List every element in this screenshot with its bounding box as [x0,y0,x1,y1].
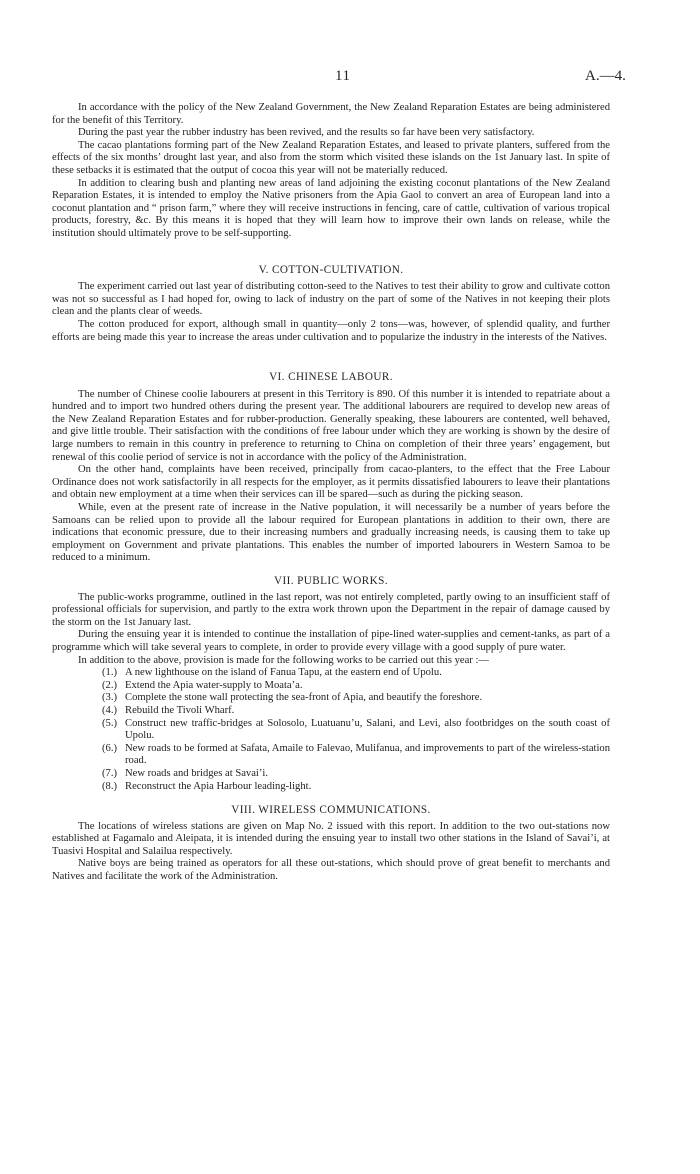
list-item-number: (4.) [102,704,118,716]
intro-section [52,102,610,241]
cotton-section [52,281,610,344]
document-reference: A.—4. [585,68,626,84]
list-item [52,680,610,693]
section-heading-cotton: V. COTTON-CULTIVATION. [258,263,404,276]
document-body [52,102,610,884]
section-heading-public-works: VII. PUBLIC WORKS. [274,575,388,587]
paragraph: In accordance with the policy of the New Zealand Government, the New Zealand Reparation Estates are being administered for the benefit of this Territory. [52,102,610,126]
list-item-number: (6.) [102,742,118,754]
wireless-section [52,821,610,884]
list-item-text: Complete the stone wall protecting the sea-front of Apia, and beautify the foreshore. [125,692,483,704]
list-item-text: Reconstruct the Apia Harbour leading-light. [125,780,312,792]
list-item-number: (5.) [102,717,118,729]
list-item-text: New roads to be formed at Safata, Amaile to Falevao, Mulifanua, and improvements to part of the wireless-station road. [125,742,610,767]
paragraph: The cacao plantations forming part of the New Zealand Reparation Estates, and leased to private planters, suffered from the effects of the six months’ drought last year, and also from the storm which visited these islands on the 1st January last. In spite of these setbacks it is estimated that the output of cocoa this year will not be materially reduced. [52,139,610,176]
list-item-number: (8.) [102,780,118,792]
list-item [52,705,610,718]
list-item [52,768,610,781]
paragraph: In addition to the above, provision is made for the following works to be carried out this year :— [78,654,490,666]
list-item-number: (7.) [102,767,118,779]
list-item [52,781,610,794]
list-item [52,718,610,743]
list-item [52,667,610,680]
list-item-text: Extend the Apia water-supply to Moata’a. [125,679,303,691]
page-number: 11 [335,68,351,84]
list-item-text: A new lighthouse on the island of Fanua Tapu, at the eastern end of Upolu. [125,667,442,679]
paragraph: The cotton produced for export, although small in quantity—only 2 tons—was, however, of splendid quality, and further efforts are being made this year to increase the areas under cultivation and to popularize the industry in the interests of the Natives. [52,318,610,343]
chinese-labour-section [52,389,610,565]
paragraph: The number of Chinese coolie labourers at present in this Territory is 890. Of this number it is intended to repatriate about a hundred and to import two hundred others during the present year. The additional labourers are required to develop new areas of the New Zealand Reparation Estates and for rubber-production. Generally speaking, these labourers are contented, well behaved, and give little trouble. Their satisfaction with the conditions of free labour under which they are working is shown by the desire of large numbers to remain in this country in preference to returning to China on completion of their three years’ engagement, but renewal of this coolie period of service is not in accordance with the policy of the Administration. [52,388,610,463]
public-works-section [52,592,610,794]
section-heading-wireless: VIII. WIRELESS COMMUNICATIONS. [231,804,431,817]
paragraph: The experiment carried out last year of distributing cotton-seed to the Natives to test their ability to grow and cultivate cotton was not so successful as I had hoped for, owing to lack of industry on the part of some of the Natives in not keeping their plots clean and the plants clear of weeds. [52,281,610,318]
list-item-text: Rebuild the Tivoli Wharf. [125,704,235,716]
list-item-number: (2.) [102,679,118,691]
list-item-number: (3.) [102,692,118,704]
works-list [52,667,610,793]
list-item-text: Construct new traffic-bridges at Solosolo, Luatuanu’u, Salani, and Levi, also footbridges on the south coast of Upolu. [125,717,610,742]
paragraph: During the past year the rubber industry has been revived, and the results so far have been very satisfactory. [78,127,535,139]
section-heading-chinese-labour: VI. CHINESE LABOUR. [269,371,393,384]
list-item-number: (1.) [102,667,118,679]
paragraph: The locations of wireless stations are given on Map No. 2 issued with this report. In addition to the two out-stations now established at Fagamalo and Aleipata, it is intended during the ensuing year to install two other stations in the Island of Savai’i, at Tuasivi Hospital and Salailua respectively. [52,820,610,857]
paragraph: On the other hand, complaints have been received, principally from cacao-planters, to the effect that the Free Labour Ordinance does not work satisfactorily in all respects for the employer, as it permits dissatisfied labourers to leave their plantations and obtain new employment at a time when their services can ill be spared—such as during the picking season. [52,464,610,501]
paragraph: During the ensuing year it is intended to continue the installation of pipe-lined water-supplies and cement-tanks, as part of a programme which will take several years to complete, in order to provide every village with a good supply of pure water. [52,629,610,653]
list-item [52,743,610,768]
paragraph: Native boys are being trained as operators for all these out-stations, which should prove of great benefit to merchants and Natives and facilitate the work of the Administration. [52,858,610,883]
paragraph: While, even at the present rate of increase in the Native population, it will necessarily be a number of years before the Samoans can be relied upon to provide all the labour required for European plantations in addition to their own, there are indications that economic pressure, due to their increasing numbers and gradually increasing needs, is causing them to take up employment on Government and private plantations. This enables the number of imported labourers in Western Samoa to be reduced to a minimum. [52,502,610,564]
paragraph: The public-works programme, outlined in the last report, was not entirely completed, partly owing to an insufficient staff of professional officials for supervision, and partly to the extra work thrown upon the Department in the repair of damage caused by the storm on the 1st January last. [52,591,610,628]
paragraph: In addition to clearing bush and planting new areas of land adjoining the existing coconut plantations of the New Zealand Reparation Estates, it is intended to employ the Native prisoners from the Apia Gaol to convert an area of European land into a coconut plantation and “ prison farm,” where they will receive instructions in fencing, care of cattle, cultivation of various tropical products, forestry, &c. By this means it is hoped that they will learn how to improve their own lands on release, while the institution should ultimately prove to be self-supporting. [52,177,610,239]
list-item-text: New roads and bridges at Savai’i. [125,767,268,779]
list-item [52,692,610,705]
